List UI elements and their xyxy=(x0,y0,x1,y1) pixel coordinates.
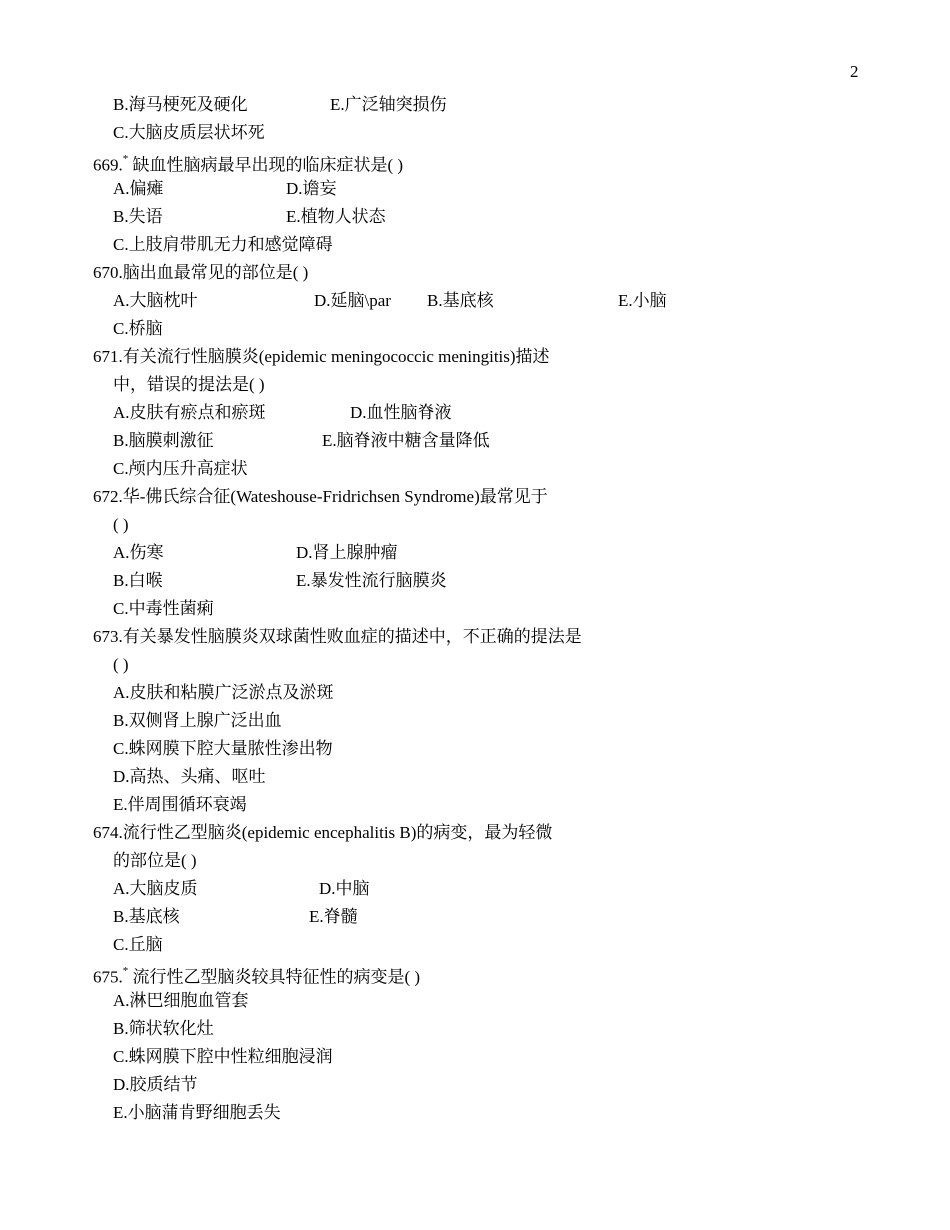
option-text: B.基底核 xyxy=(113,907,180,926)
question-text-continued: ( ) xyxy=(113,655,129,674)
option-text: A.偏瘫 xyxy=(113,179,164,198)
option-text: A.大脑皮质 xyxy=(113,879,198,898)
question-number: 675. xyxy=(93,967,123,987)
option-text: B.筛状软化灶 xyxy=(113,1019,214,1038)
option-text: A.淋巴细胞血管套 xyxy=(113,991,249,1010)
option-text: C.中毒性菌痢 xyxy=(113,599,214,618)
option-text: B.脑膜刺激征 xyxy=(113,431,214,450)
question-671: 671.有关流行性脑膜炎(epidemic meningococcic meningitis)描述 xyxy=(93,347,550,366)
option-text: C.上肢肩带肌无力和感觉障碍 xyxy=(113,235,333,254)
option-text: E.伴周围循环衰竭 xyxy=(113,795,247,814)
option-text: B.海马梗死及硬化 xyxy=(113,95,248,114)
option-text: D.中脑 xyxy=(319,879,370,898)
question-675 xyxy=(93,963,420,988)
option-text: A.大脑枕叶 xyxy=(113,291,198,310)
option-text: E.暴发性流行脑膜炎 xyxy=(296,571,447,590)
option-text: C.丘脑 xyxy=(113,935,163,954)
option-text: C.颅内压升高症状 xyxy=(113,459,248,478)
option-text: D.高热、头痛、呕吐 xyxy=(113,767,266,786)
option-text: E.小脑 xyxy=(618,291,667,310)
question-text-continued: 中，错误的提法是( ) xyxy=(113,375,265,394)
option-text: E.广泛轴突损伤 xyxy=(330,95,447,114)
option-text: E.小脑蒲肯野细胞丢失 xyxy=(113,1103,281,1122)
question-670: 670.脑出血最常见的部位是( ) xyxy=(93,263,309,282)
option-text: B.双侧肾上腺广泛出血 xyxy=(113,711,282,730)
asterisk-mark: * xyxy=(122,153,129,165)
option-text: D.胶质结节 xyxy=(113,1075,198,1094)
question-text: 流行性乙型脑炎较具特征性的病变是( ) xyxy=(128,967,421,987)
option-text: E.脊髓 xyxy=(309,907,358,926)
page-number: 2 xyxy=(850,62,859,81)
question-674: 674.流行性乙型脑炎(epidemic encephalitis B)的病变，最为轻微 xyxy=(93,823,553,842)
question-673: 673.有关暴发性脑膜炎双球菌性败血症的描述中，不正确的提法是 xyxy=(93,627,582,646)
option-text: C.蛛网膜下腔中性粒细胞浸润 xyxy=(113,1047,333,1066)
question-text: 缺血性脑病最早出现的临床症状是( ) xyxy=(128,155,404,175)
option-text: C.大脑皮质层状坏死 xyxy=(113,123,265,142)
option-text: A.伤寒 xyxy=(113,543,164,562)
question-text-continued: ( ) xyxy=(113,515,129,534)
question-number: 669. xyxy=(93,155,123,175)
question-669 xyxy=(93,151,403,176)
option-text: C.蛛网膜下腔大量脓性渗出物 xyxy=(113,739,333,758)
option-text: E.植物人状态 xyxy=(286,207,386,226)
option-text: D.谵妄 xyxy=(286,179,337,198)
option-text: B.失语 xyxy=(113,207,163,226)
option-text: D.血性脑脊液 xyxy=(350,403,452,422)
option-text: D.延脑\par xyxy=(314,291,391,310)
option-text: D.肾上腺肿瘤 xyxy=(296,543,398,562)
question-672: 672.华-佛氏综合征(Wateshouse-Fridrichsen Syndrome)最常见于 xyxy=(93,487,548,506)
option-text: A.皮肤和粘膜广泛淤点及淤斑 xyxy=(113,683,334,702)
question-text-continued: 的部位是( ) xyxy=(113,851,197,870)
option-text: A.皮肤有瘀点和瘀斑 xyxy=(113,403,266,422)
option-text: B.基底核 xyxy=(427,291,494,310)
option-text: C.桥脑 xyxy=(113,319,163,338)
option-text: E.脑脊液中糖含量降低 xyxy=(322,431,490,450)
option-text: B.白喉 xyxy=(113,571,163,590)
asterisk-mark: * xyxy=(122,965,129,977)
